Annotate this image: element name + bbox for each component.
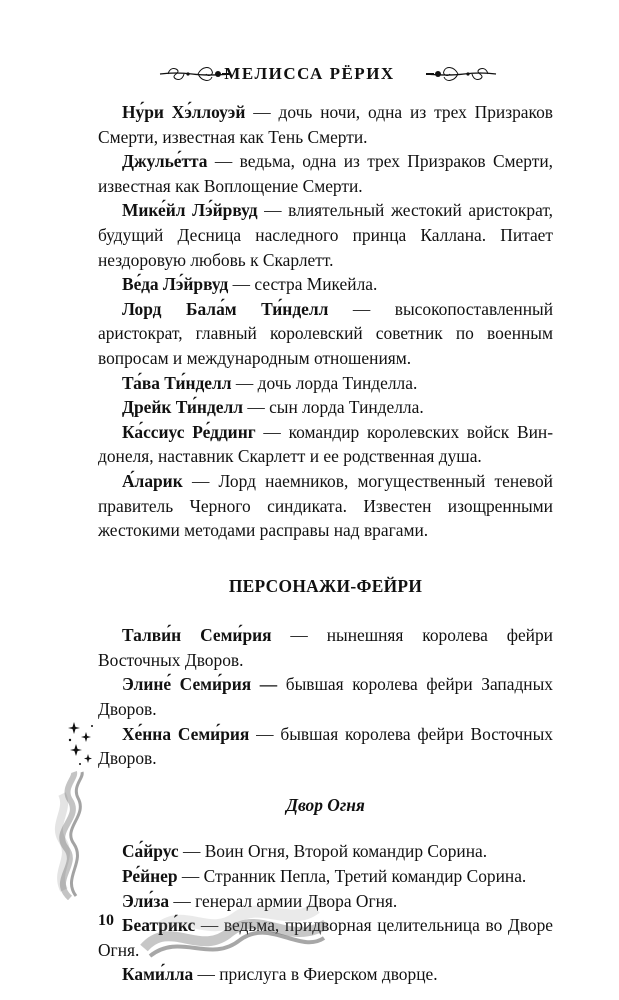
character-description: — генерал армии Двора Огня. xyxy=(169,890,398,911)
page-number: 10 xyxy=(98,912,114,929)
smoke-bottom-icon xyxy=(140,888,330,968)
character-description: — бывшая королева фейри Восточных Дворов. xyxy=(98,723,553,769)
character-entry xyxy=(98,272,553,297)
character-entry xyxy=(98,469,553,543)
character-description: бывшая королева фейри Западных Дворов. xyxy=(98,674,553,720)
character-description: — дочь лорда Тинделла. xyxy=(231,372,418,393)
character-entry xyxy=(98,198,553,272)
page-body xyxy=(98,100,553,987)
character-name: Ве́да Лэ́йрвуд xyxy=(122,274,229,295)
running-header xyxy=(0,60,619,90)
character-description: — высокопоставленный аристократ, главный королевский советник по военным вопросам и международным отношениям. xyxy=(98,298,553,368)
character-name: Са́йрус xyxy=(122,841,179,862)
fire-court-heading: Двор Огня xyxy=(286,794,365,815)
character-description: — сестра Микейла. xyxy=(228,274,378,295)
stars-cluster-icon xyxy=(64,718,100,770)
character-description: — ведьма, одна из трех Призраков Смерти, известная как Воплощение Смерти. xyxy=(98,151,553,196)
fire-court-entry xyxy=(98,839,553,864)
character-name: Мике́йл Лэ́йрвуд xyxy=(122,200,258,221)
character-name: Беатри́кс xyxy=(122,915,196,936)
character-description: — Воин Огня, Второй командир Сорина. xyxy=(178,841,488,862)
character-entry xyxy=(98,395,553,420)
character-description: — прислуга в Фиерском дворце. xyxy=(193,964,438,985)
character-name: Дрейк Ти́нделл xyxy=(122,397,243,418)
header-title: МЕЛИССА РЁРИХ xyxy=(224,64,395,83)
character-description: — нынешняя королева фейри Восточных Дворов. xyxy=(98,625,553,670)
fae-entry xyxy=(98,722,553,771)
character-description: — сын лорда Тинделла. xyxy=(242,397,424,418)
character-entry xyxy=(98,420,553,469)
character-name: Лорд Бала́м Ти́нделл xyxy=(122,298,329,319)
character-entry xyxy=(98,100,553,149)
character-name: Ре́йнер xyxy=(122,866,178,887)
fae-section-heading: ПЕРСОНАЖИ-ФЕЙРИ xyxy=(228,575,423,596)
character-description: — дочь ночи, одна из трех Призраков Смерти, известная как Тень Смерти. xyxy=(98,102,553,147)
character-name: Талви́н Семи́рия xyxy=(122,625,272,646)
character-description: — командир королевских войск Виндонеля, наставник Скарлетт и ее родственная душа. xyxy=(98,421,553,467)
character-entry xyxy=(98,371,553,396)
fae-entry xyxy=(98,623,553,672)
character-name: Эли́за xyxy=(122,890,170,911)
character-name: Ну́ри Хэ́ллоуэй xyxy=(122,102,246,122)
character-entry xyxy=(98,297,553,371)
character-name: Та́ва Ти́нделл xyxy=(122,372,232,393)
character-description: — Лорд наемников, могущественный теневой правитель Черного синдиката. Известен изощренными жестокими методами расправы над врагами. xyxy=(98,470,553,541)
smoke-left-icon xyxy=(40,770,110,900)
fire-court-entry xyxy=(98,864,553,889)
character-name: Хе́нна Семи́рия xyxy=(122,723,250,744)
character-name: Элине́ Семи́рия — xyxy=(122,674,278,695)
fae-entry xyxy=(98,672,553,721)
character-name: Джулье́тта xyxy=(122,151,208,172)
character-description: — Странник Пепла, Третий командир Сорина. xyxy=(177,866,527,887)
right-ornament-icon xyxy=(424,63,498,85)
character-name: А́ларик xyxy=(122,470,183,491)
character-name: Ками́лла xyxy=(122,964,194,985)
character-name: Ка́ссиус Ре́ддинг xyxy=(122,421,256,442)
character-description: — влиятельный жестокий аристократ, будущий Десница наследного принца Каллана. Питает нездоровую любовь к Скарлетт. xyxy=(98,200,553,270)
character-entry xyxy=(98,149,553,198)
character-description: — ведьма, придворная целительница во Дворе Огня. xyxy=(98,915,553,960)
